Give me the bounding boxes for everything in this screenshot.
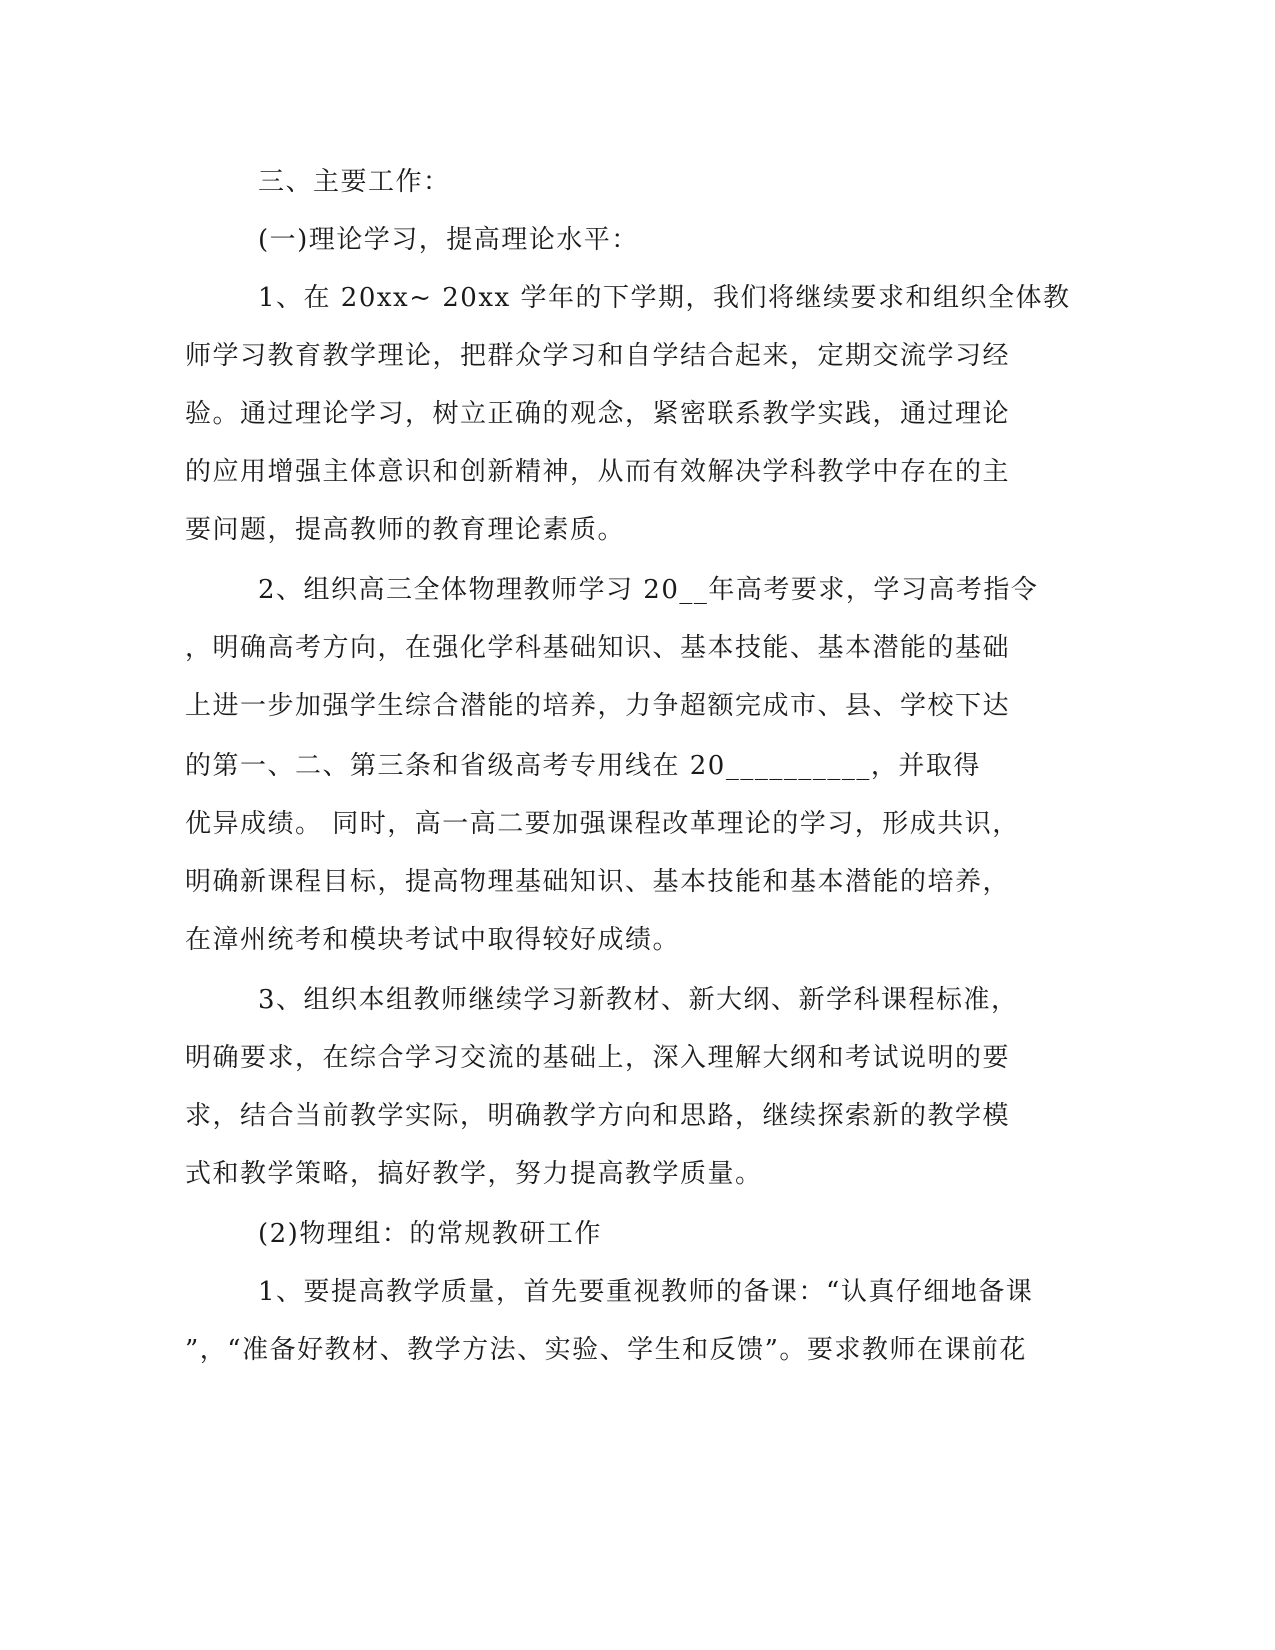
- paragraph-line: 优异成绩。 同时，高一高二要加强课程改革理论的学习，形成共识，: [185, 809, 1020, 839]
- paragraph-line: 3、组织本组教师继续学习新教材、新大纲、新学科课程标准，: [258, 985, 1019, 1015]
- paragraph-line: 上进一步加强学生综合潜能的培养，力争超额完成市、县、学校下达: [185, 691, 1011, 721]
- subsection-heading: (一)理论学习，提高理论水平：: [258, 225, 639, 255]
- paragraph-line: ，明确高考方向，在强化学科基础知识、基本技能、基本潜能的基础: [185, 633, 1011, 663]
- paragraph-line: 的应用增强主体意识和创新精神，从而有效解决学科教学中存在的主: [185, 457, 1011, 487]
- paragraph-line: 验。通过理论学习，树立正确的观念，紧密联系教学实践，通过理论: [185, 399, 1011, 429]
- paragraph-line: 在漳州统考和模块考试中取得较好成绩。: [185, 925, 681, 955]
- paragraph-line: 明确新课程目标，提高物理基础知识、基本技能和基本潜能的培养，: [185, 867, 1011, 897]
- paragraph-line: 明确要求，在综合学习交流的基础上，深入理解大纲和考试说明的要: [185, 1043, 1011, 1073]
- paragraph-line: ”，“准备好教材、教学方法、实验、学生和反馈”。要求教师在课前花: [185, 1335, 1027, 1365]
- section-heading: 三、主要工作：: [258, 167, 451, 197]
- paragraph-line: 师学习教育教学理论，把群众学习和自学结合起来，定期交流学习经: [185, 341, 1011, 371]
- paragraph-line: 1、在 20xx~ 20xx 学年的下学期，我们将继续要求和组织全体教: [258, 283, 1071, 313]
- subsection-heading: (2)物理组：的常规教研工作: [258, 1219, 602, 1249]
- paragraph-line: 求，结合当前教学实际，明确教学方向和思路，继续探索新的教学模: [185, 1101, 1011, 1131]
- paragraph-line: 的第一、二、第三条和省级高考专用线在 20__________，并取得: [185, 751, 981, 781]
- paragraph-line: 1、要提高教学质量，首先要重视教师的备课：“认真仔细地备课: [258, 1277, 1034, 1307]
- paragraph-line: 式和教学策略，搞好教学，努力提高教学质量。: [185, 1159, 763, 1189]
- paragraph-line: 2、组织高三全体物理教师学习 20__年高考要求，学习高考指令: [258, 575, 1039, 605]
- paragraph-line: 要问题，提高教师的教育理论素质。: [185, 515, 626, 545]
